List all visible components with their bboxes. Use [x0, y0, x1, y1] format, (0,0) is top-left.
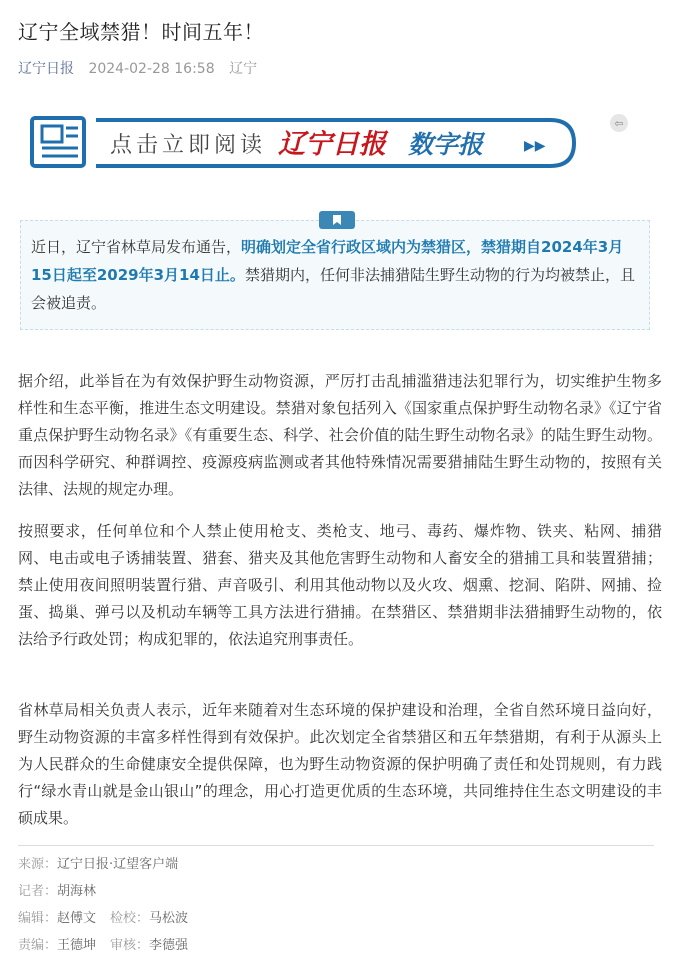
digital-paper-banner[interactable] [30, 112, 600, 174]
notice-tab-decoration [319, 211, 355, 229]
notice-text [31, 233, 643, 317]
notice-box [20, 220, 650, 330]
article-meta [18, 58, 267, 78]
liaoning-daily-logo: 辽宁日报 [278, 129, 386, 160]
body-paragraph-1: 据介绍，此举旨在为有效保护野生动物资源，严厉打击乱捕滥猎违法犯罪行为，切实维护生物多样性和生态平衡，推进生态文明建设。禁猎对象包括列入《国家重点保护野生动物名录》《辽宁省重点保护野生动物名录》《有重要生态、科学、社会价值的陆生野生动物名录》的陆生野生动物。而因科学研究、种群调控、疫源疫病监测或者其他特殊情况需要猎捕陆生野生动物的，按照有关法律、法规的规定办理。 [18, 372, 662, 498]
notice-intro: 近日，辽宁省林草局发布通告， [31, 238, 242, 256]
read-now-text: 点击立即阅读 [110, 133, 267, 158]
notice-highlight: 明确划定全省行政区域内为禁猎区，禁猎期自2024年3月15日起至2029年3月14日止。 [31, 238, 624, 284]
body-paragraph-2: 按照要求，任何单位和个人禁止使用枪支、类枪支、地弓、毒药、爆炸物、铁夹、粘网、捕猎网、电击或电子诱捕装置、猎套、猎夹及其他危害野生动物和人畜安全的猎捕工具和装置猎捕；禁止使用夜间照明装置行猎、声音吸引、利用其他动物以及火攻、烟熏、挖洞、陷阱、网捕、捡蛋、捣巢、弹弓以及机动车辆等工具方法进行猎捕。在禁猎区、禁猎期非法猎捕野生动物的，依法给予行政处罚；构成犯罪的，依法追究刑事责任。 [18, 522, 662, 648]
double-arrow-icon: ▶▶ [524, 138, 546, 154]
credit-reporter: 记者：胡海林 [18, 884, 97, 899]
credit-chief-editor: 责编：王德坤 审核：李德强 [18, 938, 189, 953]
notice-rest: 禁猎期内，任何非法捕猎陆生野生动物的行为均被禁止，且会被追责。 [31, 266, 635, 312]
exit-icon[interactable]: ⇦ [610, 114, 628, 132]
bookmark-icon [319, 211, 355, 229]
article-title: 辽宁全域禁猎！时间五年！ [18, 20, 264, 44]
publish-datetime: 2024-02-28 16:58 [88, 61, 215, 77]
credit-editor: 编辑：赵傅文 检校：马松波 [18, 911, 189, 926]
publish-location: 辽宁 [229, 61, 258, 77]
divider [18, 845, 654, 846]
body-paragraph-3: 省林草局相关负责人表示，近年来随着对生态环境的保护建设和治理，全省自然环境日益向好，野生动物资源的丰富多样性得到有效保护。此次划定全省禁猎区和五年禁猎期，有利于从源头上为人民群众的生命健康安全提供保障，也为野生动物资源的保护明确了责任和处罚规则，有力践行“绿水青山就是金山银山”的理念，用心打造更优质的生态环境，共同维持住生态文明建设的丰硕成果。 [18, 701, 662, 827]
credit-source: 来源：辽宁日报·辽望客户端 [18, 857, 179, 872]
account-name-link[interactable]: 辽宁日报 [18, 61, 74, 77]
credits [18, 851, 188, 959]
digital-paper-text: 数字报 [408, 130, 484, 159]
newspaper-icon [32, 118, 84, 166]
